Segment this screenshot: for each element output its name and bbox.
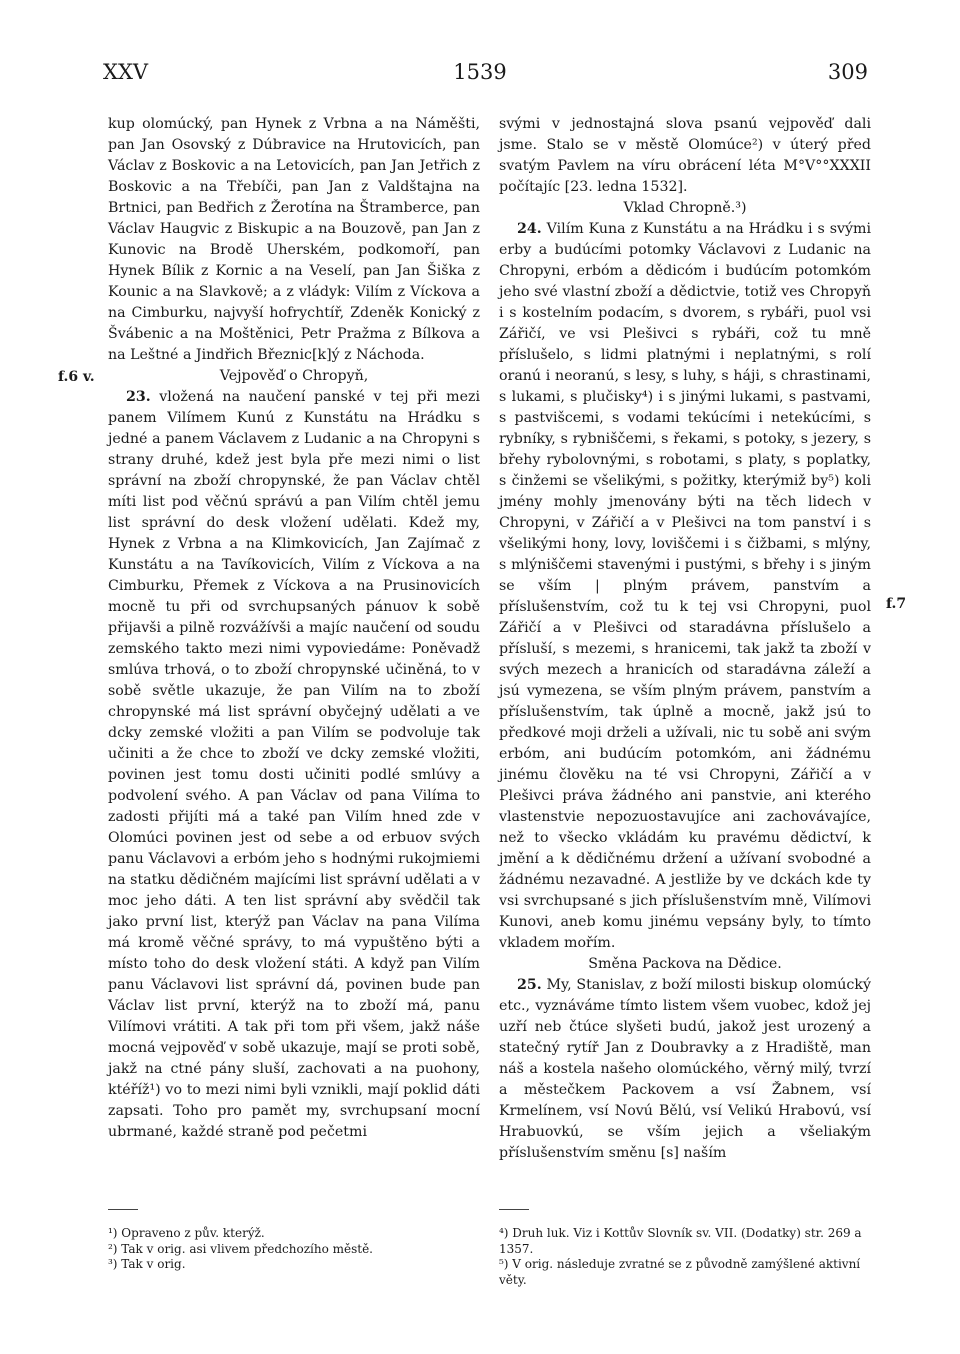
left-column (108, 114, 480, 1143)
section-25-text (499, 975, 871, 1164)
footnote-4: ⁴) Druh luk. Viz i Kottův Slovník sv. VII. (Dodatky) str. 269 a 1357. (499, 1226, 862, 1256)
section-heading-25: Směna Packova na Dědice. (588, 956, 782, 972)
paragraph-continuation: kup olomúcký, pan Hynek z Vrbna a na Náměšti, pan Jan Osovský z Dúbravice na Hrutovicích, pan Václav z Boskovic a na Letovicích, pan Jan Jetřich z Boskovic a na Třebíči, pan Jan z Valdštajna na Brtnici, pan Bedřich z Žerotína na Štramberce, pan Václav Haugvic z Biskupic a na Bouzově, pan Jan z Kunovic na Brodě Uherském, podkomoří, pan Hynek Bílik z Kornic a na Veselí, pan Jan Šiška z Kounic a na Slavkově; a z vládyk: Vilím z Víckova a na Cimburku, najvyší hofrychtíř, Zdeněk Konický z Švábenic a na Moštěnici, Petr Pražma z Bílkova a na Leštné a Jindřich Březnic[k]ý z Náchoda. (108, 116, 480, 363)
section-24-body: Vilím Kuna z Kunstátu a na Hrádku i s svými erby a budúcími potomky Václavovi z Ludanic na Chropyni, erbóm a dědicóm i budúcím potomkóm jeho své vlastní zboží a dědictvie, totiž ves Chropyň i s kostelním podacím, s dvorem, s rybáři, puol vsi Zářičí, ve vsi Plešivci s rybáři, což tu mně příslušelo, s lidmi platnými i neplatnými, s rolí oranú i neoranú, s lesy, s luhy, s háji, s chrastinami, s lukami, s plučisky⁴) i s jinými lukami, s pastvami, s pastvišcemi, s vodami tekúcími i netekúcími, s rybníky, s rybniščemi, s řekami, s potoky, s jezery, s břehy rybolovnými, s robotami, s platy, s poplatky, s činžemi se všelikými, s požitky, kterýmiž by⁵) koli jmény mohly jmenovány býti na těch lidech v Chropyni, v Zářičí a v Plešivci na tom panství i s všelikými hony, lovy, loviščemi i s čižbami, s mlýny, s mlýniščemi stavenými i pustými, s břehy i s jiným se vším | plným právem, panstvím a příslušenstvím, což tu k tej vsi Chropyni, puol Zářičí a v Plešivci od staradávna příslušelo a přísluší, s mezemi, s hranicemi, tak jakž ta zboží v svých mezech a hranicích od staradávna záleží a jsú vymezena, se vším plným právem, panstvím a příslušenstvím, tak úplně a mocně, jakž jsú to předkové moji drželi a užívali, nic tu sobě ani svým erbóm, ani budúcím potomkóm, ani žádnému jinému člověku na té vsi Chropyni, Zářičí a v Plešivci práva žádného ani panstvie, ani kterého vlastenstvie nepozuostavujíce ani zachovávajíce, než to všecko vkládám ku pravému dědictví, k jmění a k dědičnému držení a užívaní svobodné a žádnému nezavadné. A jestliže by ve dckách kde ty vsi svrchupsané s jich příslušenstvím mně, Vilímovi Kunovi, aneb komu jinému vepsány byly, to tímto vkladem mořím. (499, 221, 871, 951)
section-heading-23: Vejpověď o Chropyň, (219, 368, 369, 384)
footnotes-right (499, 1226, 871, 1288)
footnote-2: ²) Tak v orig. asi vlivem předchozího městě. (108, 1241, 373, 1256)
running-header (0, 60, 960, 90)
section-23-text (108, 387, 480, 1143)
footnote-1: ¹) Opraveno z pův. kterýž. (108, 1226, 265, 1240)
section-25-body: My, Stanislav, z boží milosti biskup olomúcký etc., vyznáváme tímto listem všem vuobec, kdož jej uzří neb čtúce slyšeti budú, jakož jest urozený a statečný rytíř Jan z Doubravky a z Hradiště, man náš a kostela našeho olomúckého, věrný milý, tvrzí a městečkem Packovem a vsí Žabnem, vsí Krmelínem, vsí Novú Bělú, vsí Velikú Hrabovú, vsí Hrabuovkú, se vším jejich a všeliakým příslušenstvím směnu [s] naším (499, 977, 871, 1161)
folio-note-left: f.6 v. (58, 369, 95, 385)
page-number: 309 (827, 60, 868, 84)
section-heading-24: Vklad Chropně.³) (623, 200, 747, 216)
section-23-ending: svými v jednostajná slova psanú vejpověď dali jsme. Stalo se v městě Olomúce²) v úterý před svatým Pavlem na víru obrácení léta M°V°°XXXII počítajíc [23. ledna 1532]. (499, 116, 871, 195)
footnotes-left (108, 1226, 488, 1273)
section-23-body: vložená na naučení panské v tej při mezi panem Vilímem Kunú z Kunstátu na Hrádku s jedné a panem Václavem z Ludanic a na Chropyni s strany druhé, kdež jest byla pře mezi nimi o list správní na zboží chropynské, že pan Václav chtěl míti list pod věčnú správú a pan Vilím chtěl jemu list správní do desk vložení udělati. Kdež my, Hynek z Vrbna a na Klimkovicích, Jan Zajímač z Kunstátu a na Tavíkovicích, Vilím z Víckova a na Cimburku, Přemek z Víckova a na Prusinovicích mocně tu při od svrchupsaných pánuov k sobě přijavši a pilně rozvážívši a majíc naučení od soudu zemského takto mezi nimi vypoviedáme: Poněvadž smlúva trhová, o to zboží chropynské učiněná, to v sobě světle ukazuje, že pan Vilím na to zboží chropynské má list správní obyčejný udělati a ve dcky zemské vložiti a pan Vilím se podvoluje tak učiniti a že chce to zboží ve dcky zemské vložiti, povinen jest tomu dosti učiniti podlé smlúvy a podvolení svého. A pan Václav od pana Vilíma to zadosti přijíti má a také pan Vilím hned zde v Olomúci povinen jest od sebe a od erbuov svých panu Václavovi a erbóm jeho s hodnými rukojmiemi na statku dědičném majícími list správní udělati a v moc jeho dáti. A ten list správní aby svědčil tak jako první list, kterýž pan Václav na pana Vilíma má kromě věčné správy, to má vypuštěno býti a místo toho do desk vložení státi. A když pan Vilím panu Václavovi list správní dá, povinen bude pan Václav list první, kterýž na to zboží má, panu Vilímovi vrátiti. A tak při tom při všem, jakž náše mocná vejpověď v sobě ukazuje, mají se proti sobě, jakž na ctné pány sluší, zachovati a na puohony, ktéříž¹) vo to mezi nimi byli vznikli, mají poklid dáti zapsati. Toho pro pamět my, svrchupsaní mocní ubrmané, každé straně pod pečetmi (108, 389, 481, 1140)
year-heading: 1539 (453, 60, 507, 84)
section-24-text (499, 219, 871, 954)
footnote-rule-left (108, 1209, 138, 1210)
chapter-number: XXV (103, 60, 149, 84)
section-number-23: 23. (126, 389, 151, 405)
section-number-24: 24. (517, 221, 542, 237)
footnote-3: ³) Tak v orig. (108, 1257, 186, 1272)
footnote-5: ⁵) V orig. následuje zvratné se z původně zamýšlené aktivní věty. (499, 1257, 861, 1287)
section-number-25: 25. (517, 977, 542, 993)
folio-note-right: f.7 (886, 596, 907, 612)
footnote-rule-right (499, 1209, 529, 1210)
right-column (499, 114, 871, 1164)
